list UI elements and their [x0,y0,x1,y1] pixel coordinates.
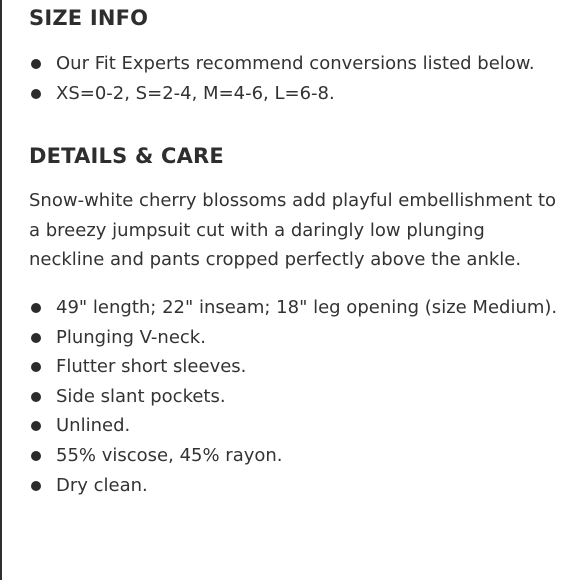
size-info-list [29,49,559,108]
product-description: Snow-white cherry blossoms add playful embellishment to a breezy jumpsuit cut with a daringly low plunging neckline and pants cropped perfectly above the ankle. [29,190,557,271]
size-info-heading: SIZE INFO [29,6,149,30]
details-item: Side slant pockets. [29,382,559,412]
left-border [0,0,2,580]
details-item: Unlined. [29,411,559,441]
size-info-item: Our Fit Experts recommend conversions listed below. [29,49,559,79]
product-info [29,0,559,500]
details-item: Dry clean. [29,471,559,501]
details-item: 55% viscose, 45% rayon. [29,441,559,471]
size-info-item: XS=0-2, S=2-4, M=4-6, L=6-8. [29,79,559,109]
details-item: Plunging V-neck. [29,323,559,353]
details-item: Flutter short sleeves. [29,352,559,382]
details-care-list [29,293,559,500]
details-item: 49" length; 22" inseam; 18" leg opening (size Medium). [29,293,559,323]
details-care-heading: DETAILS & CARE [29,144,224,169]
